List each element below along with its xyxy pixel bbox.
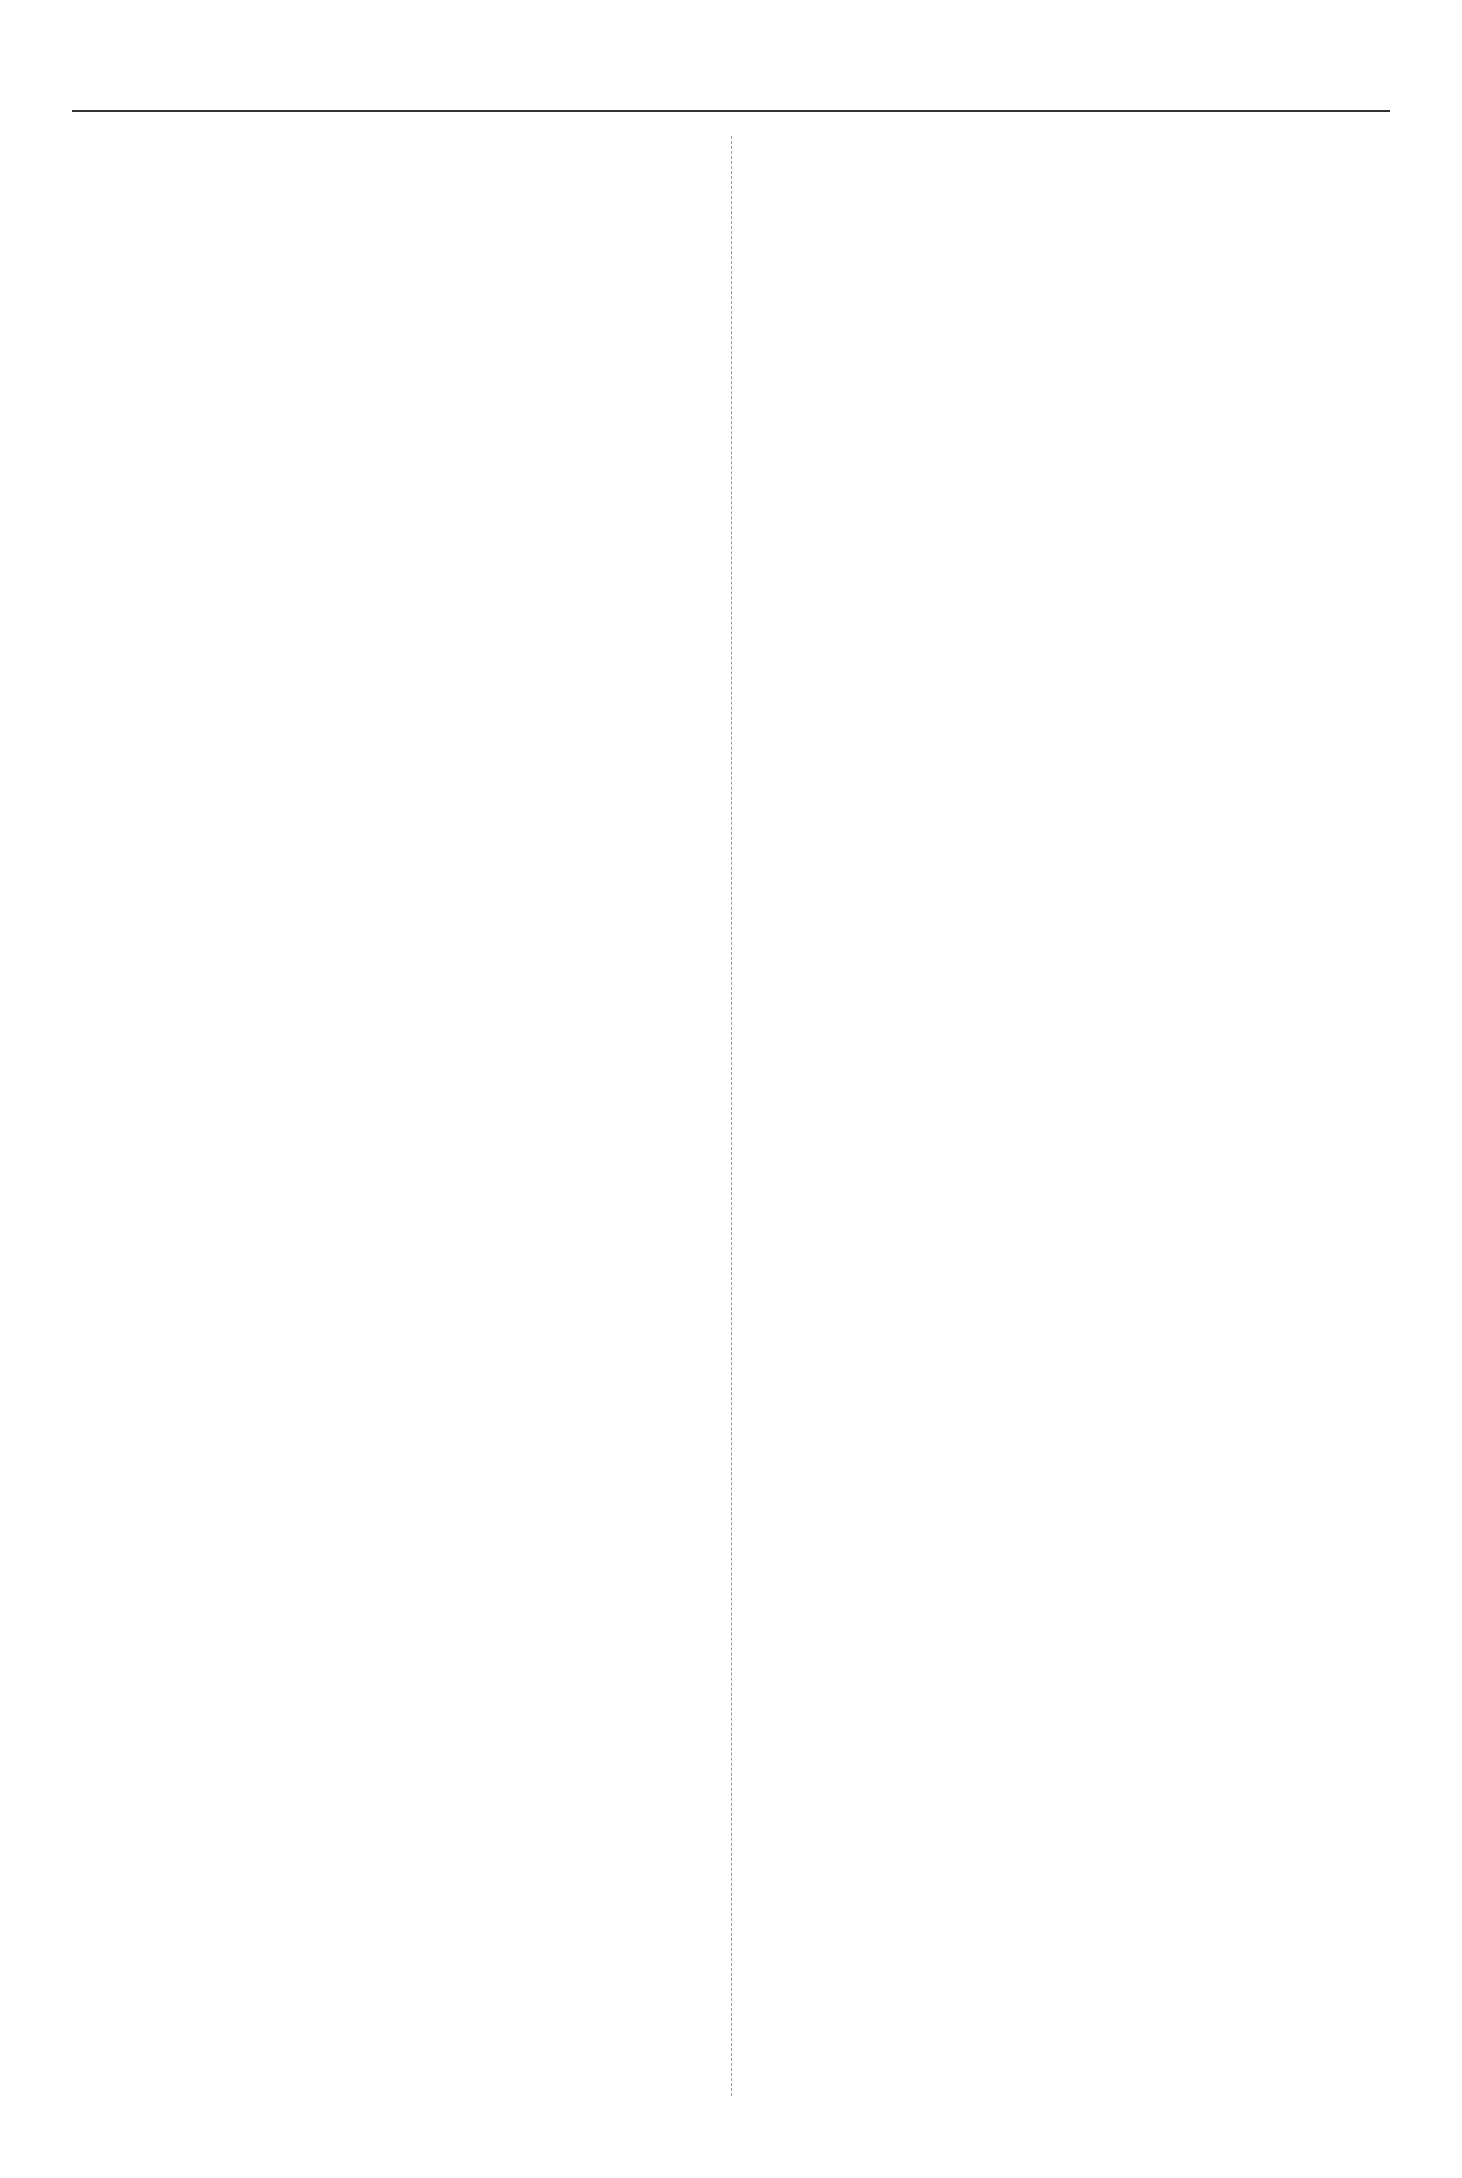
page-header <box>72 60 1390 112</box>
content-columns <box>72 136 1390 2096</box>
left-column <box>72 136 683 2096</box>
right-column <box>780 136 1391 2096</box>
column-divider <box>731 136 732 2096</box>
